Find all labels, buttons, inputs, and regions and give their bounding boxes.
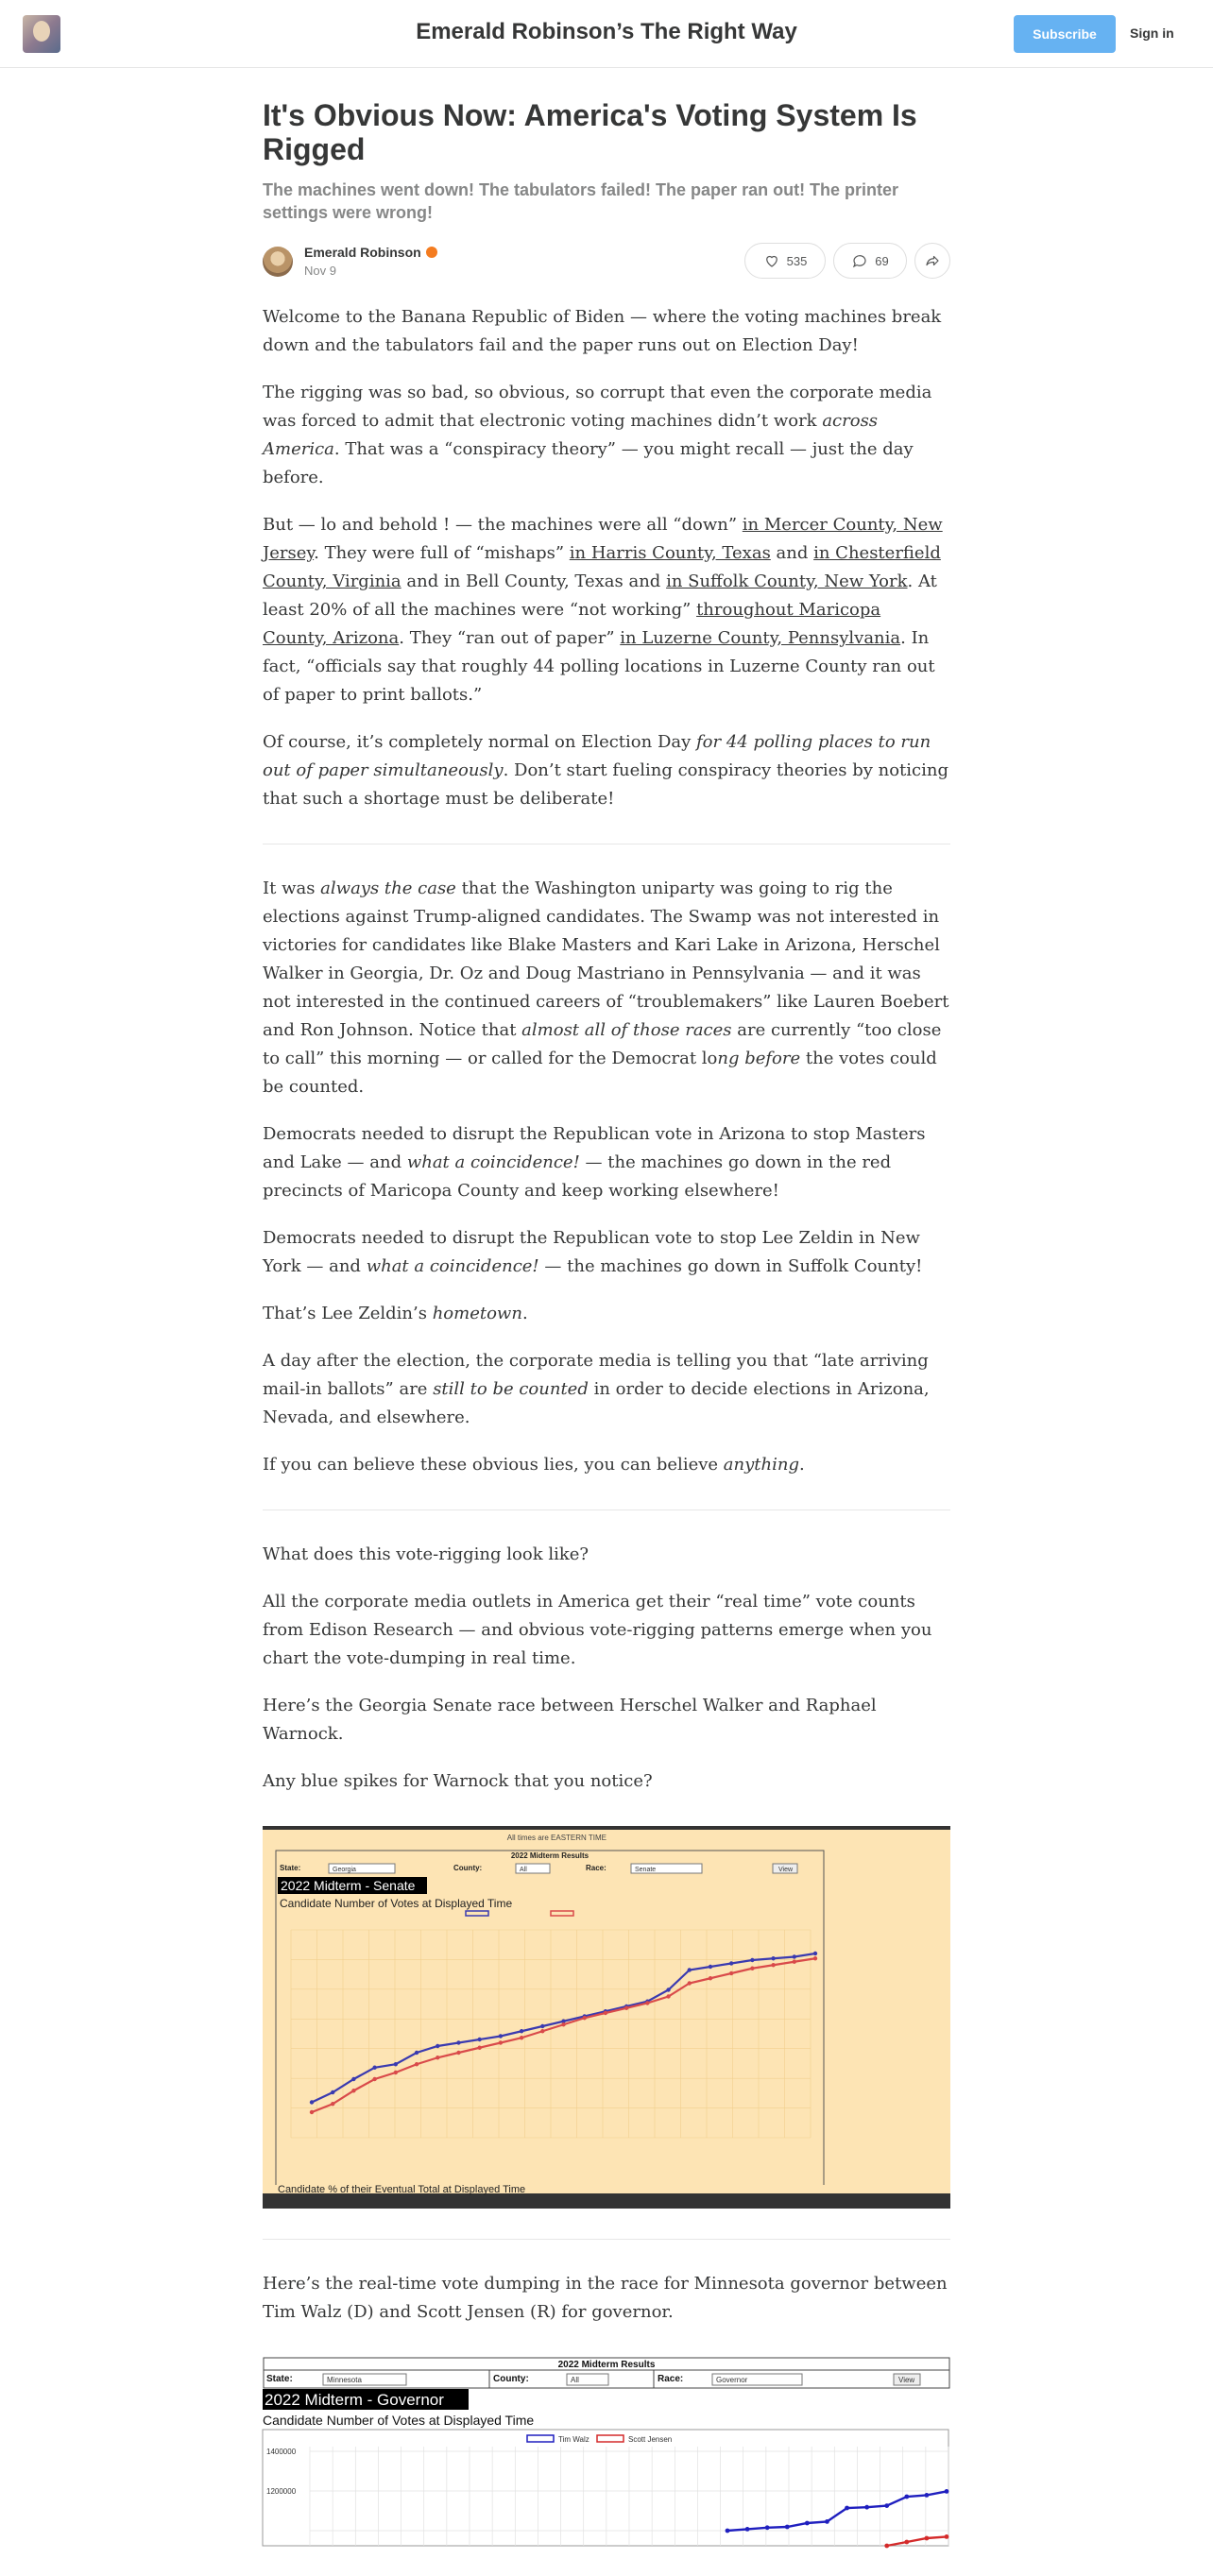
data-point xyxy=(645,2001,649,2005)
paragraph: Here’s the real-time vote dumping in the race for Minnesota governor between Tim Walz (D) and Scott Jensen (R) for governor. xyxy=(263,2274,948,2322)
data-point xyxy=(372,2077,376,2081)
data-point xyxy=(666,1994,670,1998)
data-point xyxy=(771,1963,775,1967)
data-point xyxy=(884,2503,889,2508)
view-button-label: View xyxy=(898,2376,915,2384)
paragraph: It was always the case that the Washington uniparty was going to rig the elections against Trump-aligned candidates. The Swamp was not interested in victories for candidates like Blake Masters and Kari Lake in Arizona, Herschel Walker in Georgia, Dr. Oz and Doug Mastriano in Pennsylvania — and it was not interested in the continued careers of “troublemakers” like Lauren Boebert and Ron Johnson. Notice that almost all of those races are currently “too close to call” this morning — or called for the Democrat long before the votes could be counted. xyxy=(263,879,949,1097)
data-point xyxy=(520,2029,523,2033)
data-point xyxy=(688,1981,692,1985)
byline xyxy=(263,243,950,284)
link-suffolk-county[interactable]: in Suffolk County, New York xyxy=(666,571,908,591)
data-point xyxy=(583,2016,587,2020)
y-tick-label: 1400000 xyxy=(266,2448,297,2456)
county-value: All xyxy=(520,1867,527,1873)
post-title: It's Obvious Now: America's Voting System Is Rigged xyxy=(263,98,917,166)
legend-jensen-label: Scott Jensen xyxy=(628,2435,673,2444)
data-point xyxy=(805,2521,810,2526)
georgia-senate-chart xyxy=(263,1826,950,2209)
article xyxy=(263,98,950,2576)
data-point xyxy=(477,2038,481,2041)
data-point xyxy=(793,1960,796,1964)
race-value: Governor xyxy=(716,2376,748,2384)
county-label: County: xyxy=(453,1864,483,1872)
minnesota-governor-chart xyxy=(263,2357,950,2546)
race-label: Race: xyxy=(658,2374,684,2384)
data-point xyxy=(540,2029,544,2033)
data-point xyxy=(499,2034,503,2038)
data-point xyxy=(945,2489,949,2494)
panel-title: 2022 Midterm Results xyxy=(557,2360,656,2370)
county-value: All xyxy=(571,2376,579,2384)
data-point xyxy=(310,2100,314,2104)
data-point xyxy=(771,1956,775,1960)
state-label: State: xyxy=(266,2374,293,2384)
like-button[interactable] xyxy=(744,243,826,279)
chart-banner: 2022 Midterm - Senate xyxy=(281,1878,416,1893)
data-point xyxy=(394,2062,398,2066)
data-point xyxy=(813,1956,817,1960)
link-mercer-county[interactable]: in Mercer County, New Jersey xyxy=(263,515,943,563)
paragraph: But — lo and behold ! — the machines were all “down” in Mercer County, New Jersey. They were full of “mishaps” in Harris County, Texas and in Chesterfield County, Virginia and in Bell County, Texas and in Suffolk County, New York. At least 20% of all the machines were “not working” throughout Maricopa County, Arizona. They “ran out of paper” in Luzerne County, Pennsylvania. In fact, “officials say that roughly 44 polling locations in Luzerne County ran out of paper to print ballots.” xyxy=(263,515,943,705)
chart-grid xyxy=(291,1930,811,2138)
data-point xyxy=(436,2056,439,2059)
county-label: County: xyxy=(493,2374,529,2384)
verified-badge-icon xyxy=(426,247,437,258)
paragraph: The rigging was so bad, so obvious, so corrupt that even the corporate media was forced to admit that electronic voting machines didn’t work across America. That was a “conspiracy theory” — you might recall — just the day before. xyxy=(263,383,932,487)
data-point xyxy=(456,2051,460,2055)
data-point xyxy=(813,1952,817,1955)
post-body xyxy=(263,303,950,2546)
data-point xyxy=(331,2090,334,2094)
paragraph: Welcome to the Banana Republic of Biden — where the voting machines break down and the tabulators fail and the paper runs out on Election Day! xyxy=(263,307,942,355)
data-point xyxy=(624,2006,628,2010)
data-point xyxy=(765,2525,770,2530)
data-point xyxy=(604,2011,607,2015)
data-point xyxy=(456,2040,460,2044)
data-point xyxy=(351,2089,355,2092)
georgia-senate-chart-image[interactable] xyxy=(263,1826,950,2209)
data-point xyxy=(904,2495,909,2499)
data-point xyxy=(729,1961,733,1965)
data-point xyxy=(688,1968,692,1971)
divider xyxy=(263,2239,950,2240)
share-button[interactable] xyxy=(914,243,950,279)
data-point xyxy=(310,2110,314,2114)
data-point xyxy=(666,1987,670,1991)
paragraph: Any blue spikes for Warnock that you notice? xyxy=(263,1771,653,1791)
data-point xyxy=(845,2506,849,2511)
data-point xyxy=(415,2062,419,2066)
chart-footer: Candidate % of their Eventual Total at Displayed Time xyxy=(278,2184,526,2195)
data-point xyxy=(520,2036,523,2039)
data-point xyxy=(945,2534,949,2539)
data-point xyxy=(884,2544,889,2549)
data-point xyxy=(904,2540,909,2545)
top-note: All times are EASTERN TIME xyxy=(506,1834,606,1842)
data-point xyxy=(394,2071,398,2074)
link-luzerne-county[interactable]: in Luzerne County, Pennsylvania xyxy=(620,628,901,648)
bottom-edge xyxy=(263,2193,950,2209)
post-date: Nov 9 xyxy=(304,264,336,278)
data-point xyxy=(436,2044,439,2048)
data-point xyxy=(709,1976,712,1980)
data-point xyxy=(372,2066,376,2070)
comment-icon xyxy=(851,252,868,269)
chart-banner: 2022 Midterm - Governor xyxy=(265,2391,444,2409)
data-point xyxy=(785,2525,790,2530)
minnesota-governor-chart-image[interactable] xyxy=(263,2357,950,2546)
data-point xyxy=(331,2102,334,2106)
paragraph: That’s Lee Zeldin’s hometown. xyxy=(263,1304,528,1323)
paragraph: What does this vote-rigging look like? xyxy=(263,1544,589,1564)
data-point xyxy=(750,1958,754,1962)
top-edge xyxy=(263,1826,950,1830)
share-icon xyxy=(924,252,941,269)
y-tick-label: 1200000 xyxy=(266,2487,297,2496)
data-point xyxy=(561,2022,565,2026)
subscribe-button[interactable]: Subscribe xyxy=(1014,15,1116,53)
data-point xyxy=(750,1967,754,1970)
data-point xyxy=(499,2040,503,2044)
race-label: Race: xyxy=(586,1864,606,1872)
publication-title[interactable]: Emerald Robinson’s The Right Way xyxy=(416,19,797,44)
chart-title: Candidate Number of Votes at Displayed Time xyxy=(263,2413,535,2428)
state-label: State: xyxy=(280,1864,301,1872)
data-point xyxy=(745,2527,750,2532)
state-value: Minnesota xyxy=(327,2376,362,2384)
author-name[interactable]: Emerald Robinson xyxy=(304,245,437,260)
legend-walz-label: Tim Walz xyxy=(558,2435,589,2444)
data-point xyxy=(709,1965,712,1969)
race-value: Senate xyxy=(635,1867,657,1873)
data-point xyxy=(726,2529,730,2533)
link-maricopa-county[interactable]: throughout Maricopa County, Arizona xyxy=(263,600,881,648)
paragraph: Of course, it’s completely normal on Election Day for 44 polling places to run out of paper simultaneously. Don’t start fueling conspiracy theories by noticing that such a shortage must be deliberate! xyxy=(263,732,948,809)
paragraph: All the corporate media outlets in America get their “real time” vote counts from Edison Research — and obvious vote-rigging patterns emerge when you chart the vote-dumping in real time. xyxy=(263,1592,932,1668)
chart-title: Candidate Number of Votes at Displayed Time xyxy=(280,1897,513,1910)
data-point xyxy=(729,1971,733,1975)
paragraph: A day after the election, the corporate media is telling you that “late arriving mail-in ballots” are still to be counted in order to decide elections in Arizona, Nevada, and elsewhere. xyxy=(263,1351,930,1427)
comment-button[interactable] xyxy=(833,243,907,279)
author-avatar[interactable] xyxy=(263,247,293,277)
sign-in-link[interactable]: Sign in xyxy=(1130,26,1174,41)
paragraph: If you can believe these obvious lies, you can believe anything. xyxy=(263,1455,805,1475)
paragraph: Democrats needed to disrupt the Republican vote in Arizona to stop Masters and Lake — and what a coincidence! — the machines go down in the red precincts of Maricopa County and keep working elsewhere! xyxy=(263,1124,926,1201)
state-value: Georgia xyxy=(333,1867,356,1873)
paragraph: Here’s the Georgia Senate race between Herschel Walker and Raphael Warnock. xyxy=(263,1696,877,1744)
data-point xyxy=(925,2536,930,2541)
data-point xyxy=(793,1954,796,1958)
view-button-label: View xyxy=(778,1867,794,1873)
link-chesterfield-county[interactable]: in Chesterfield County, Virginia xyxy=(263,543,941,591)
paragraph: Democrats needed to disrupt the Republican vote to stop Lee Zeldin in New York — and what a coincidence! — the machines go down in Suffolk County! xyxy=(263,1228,923,1276)
data-point xyxy=(351,2077,355,2081)
heart-icon xyxy=(763,252,780,269)
data-point xyxy=(925,2493,930,2498)
data-point xyxy=(864,2505,869,2510)
data-point xyxy=(540,2024,544,2028)
post-subtitle: The machines went down! The tabulators failed! The paper ran out! The printer settings were wrong! xyxy=(263,180,899,222)
like-count: 535 xyxy=(786,253,808,268)
comment-count: 69 xyxy=(875,253,889,268)
link-harris-county[interactable]: in Harris County, Texas xyxy=(569,543,771,563)
data-point xyxy=(825,2519,829,2524)
data-point xyxy=(477,2046,481,2050)
top-bar xyxy=(0,0,1213,68)
panel-title: 2022 Midterm Results xyxy=(510,1851,589,1860)
data-point xyxy=(415,2051,419,2055)
